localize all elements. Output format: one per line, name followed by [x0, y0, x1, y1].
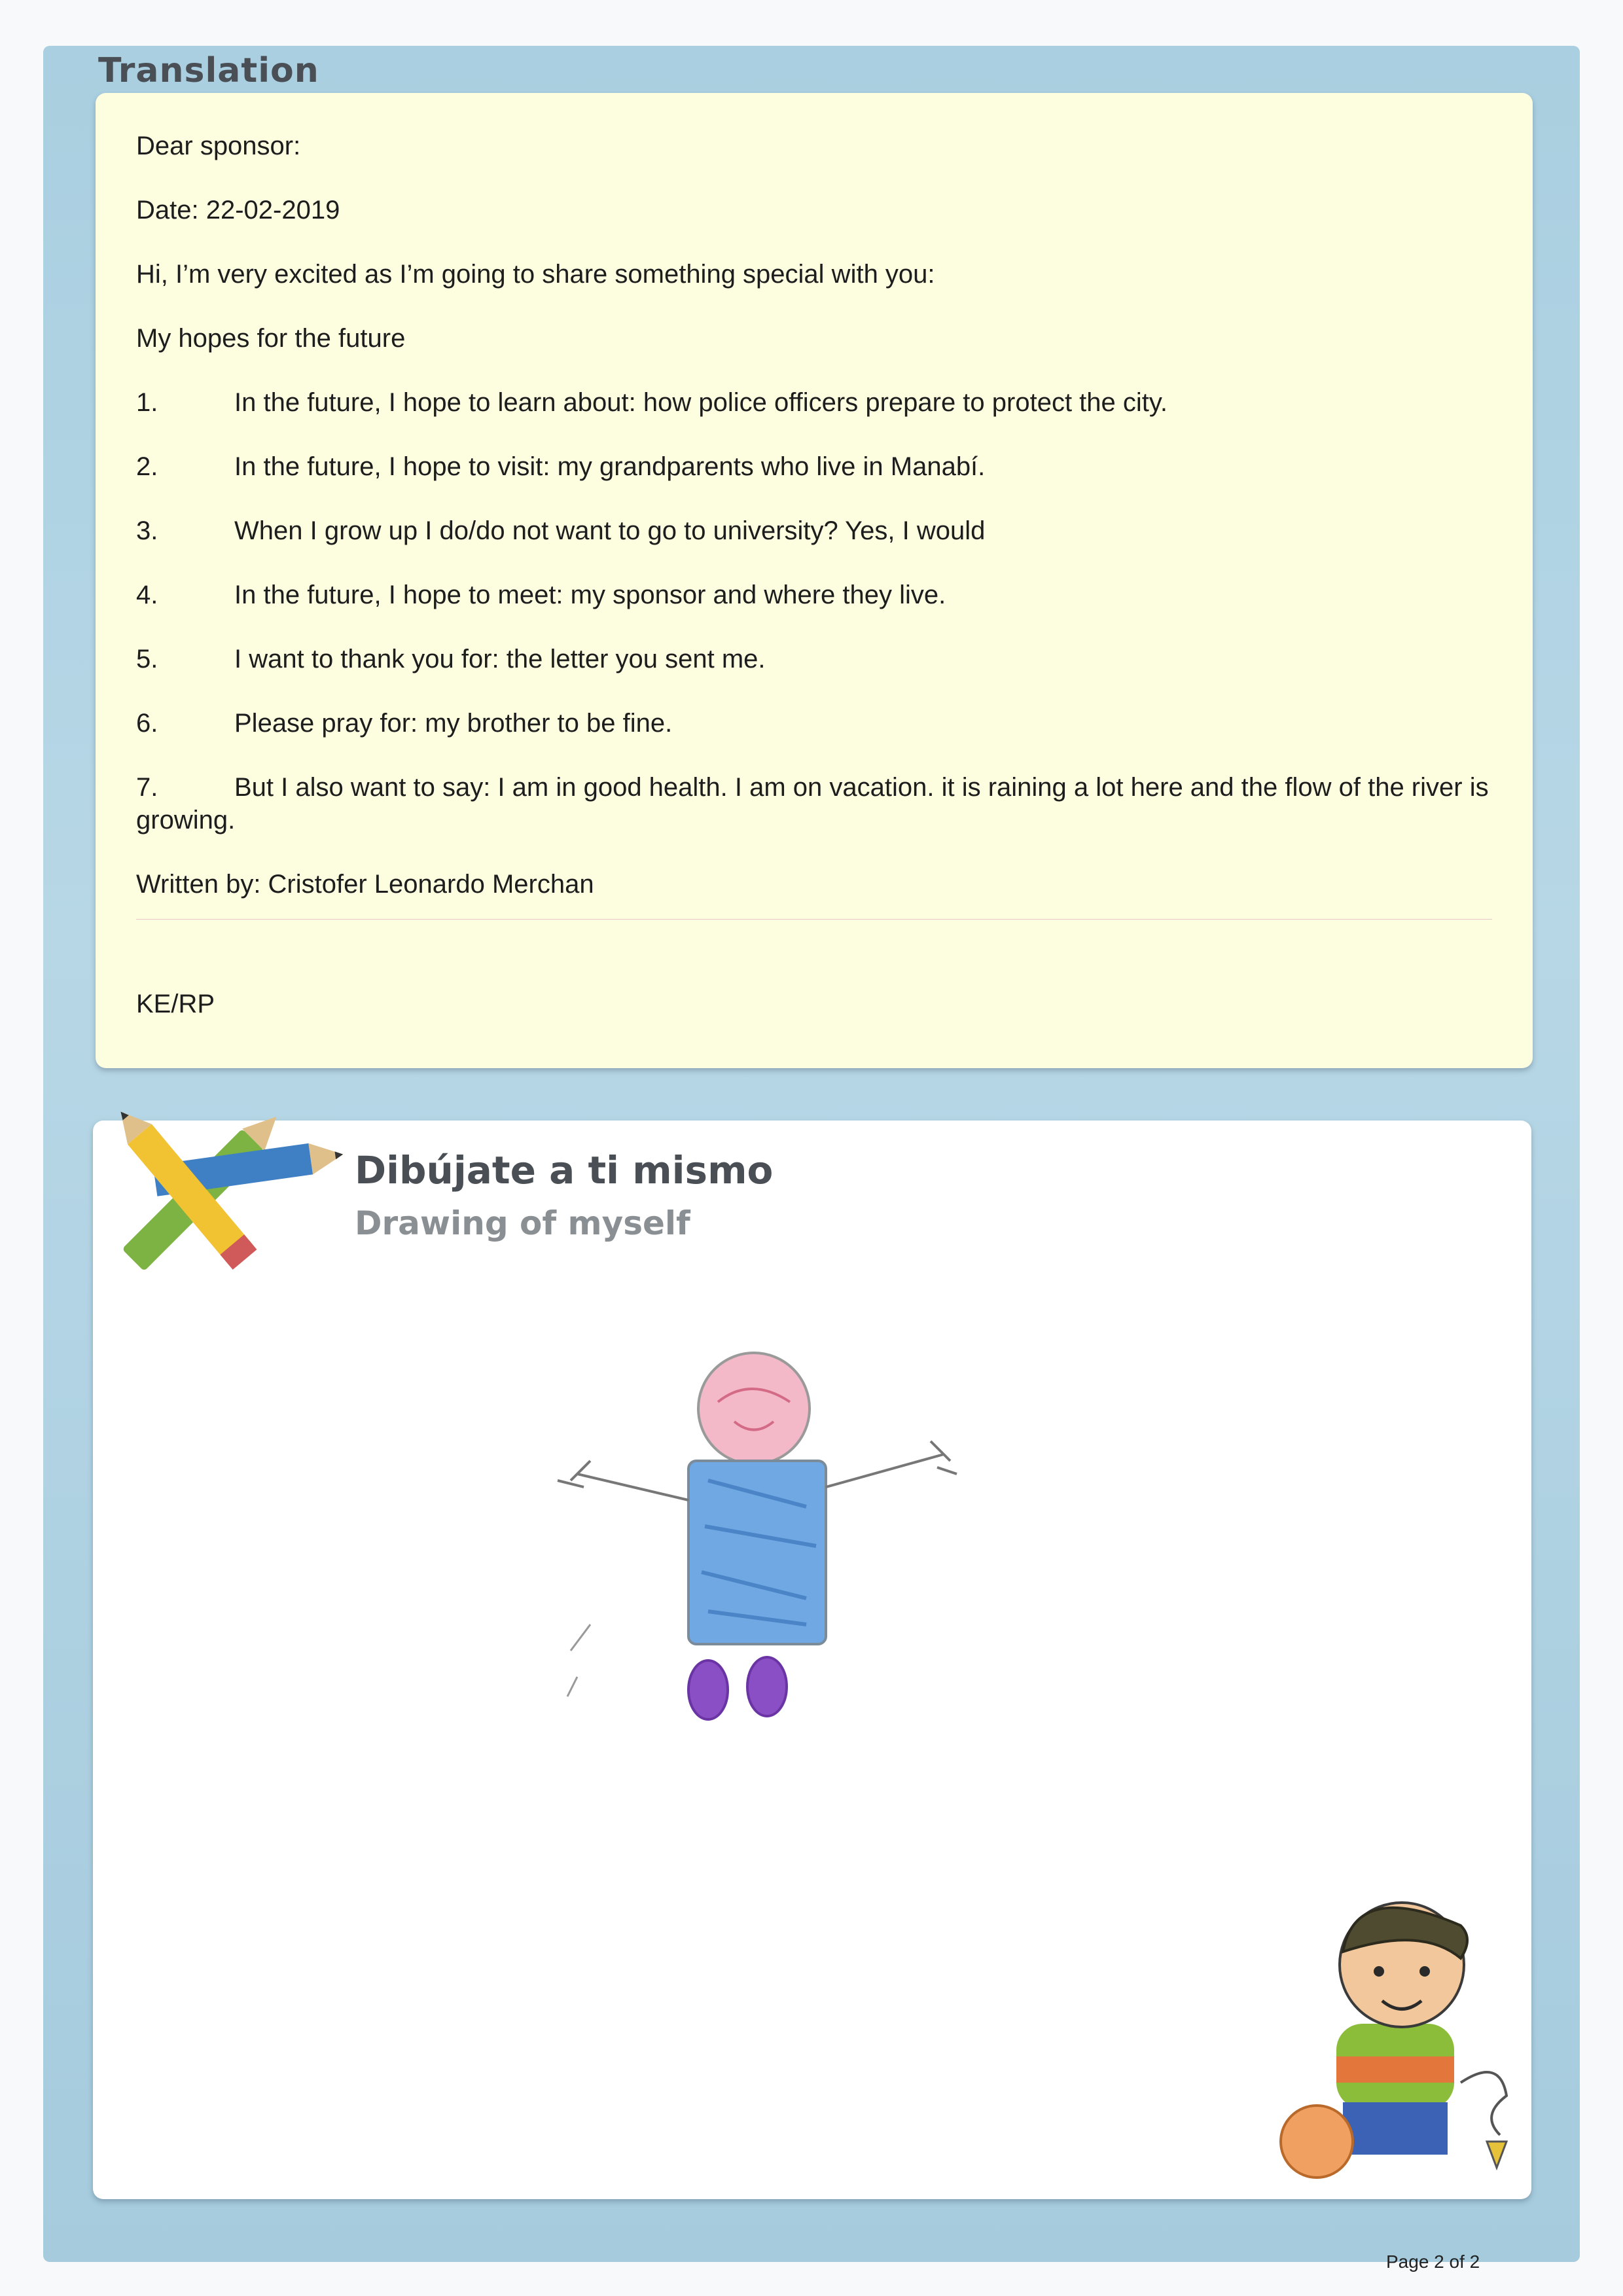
signature: Written by: Cristofer Leonardo Merchan: [136, 870, 594, 899]
translation-panel: [96, 93, 1533, 1068]
section-title: Translation: [98, 51, 319, 90]
list-item: [136, 579, 1491, 611]
list-item: [136, 450, 1491, 483]
item-text: But I also want to say: I am in good health. I am on vacation. it is raining a lot here and the flow of the river is growing.: [136, 773, 1489, 834]
list-item: [136, 386, 1491, 419]
pencils-illustration: [65, 1086, 340, 1296]
item-number: 1.: [136, 388, 158, 417]
letter-intro: Hi, I’m very excited as I’m going to share something special with you:: [136, 260, 935, 289]
letter-heading: My hopes for the future: [136, 324, 406, 353]
letter-date: Date: 22-02-2019: [136, 196, 340, 224]
item-number: 6.: [136, 709, 158, 738]
item-text: In the future, I hope to meet: my sponsor and where they live.: [234, 581, 946, 609]
item-text: In the future, I hope to visit: my grandparents who live in Manabí.: [234, 452, 986, 481]
list-item: [136, 771, 1491, 836]
item-text: I want to thank you for: the letter you sent me.: [234, 645, 766, 673]
item-number: 4.: [136, 581, 158, 609]
boy-illustration: [1271, 1893, 1520, 2174]
drawing-title: Dibújate a ti mismo: [355, 1148, 774, 1193]
salutation: Dear sponsor:: [136, 132, 301, 160]
child-drawing-illustration: [459, 1310, 983, 1768]
item-number: 5.: [136, 645, 158, 673]
list-item: [136, 514, 1491, 547]
divider: [136, 919, 1492, 920]
item-number: 7.: [136, 773, 158, 802]
letter-body: [136, 130, 1491, 932]
drawing-subtitle: Drawing of myself: [355, 1204, 690, 1242]
list-item: [136, 643, 1491, 675]
item-number: 3.: [136, 516, 158, 545]
item-text: Please pray for: my brother to be fine.: [234, 709, 673, 738]
item-text: In the future, I hope to learn about: how police officers prepare to protect the city.: [234, 388, 1168, 417]
list-item: [136, 707, 1491, 740]
translator-initials: KE/RP: [136, 990, 215, 1018]
item-text: When I grow up I do/do not want to go to university? Yes, I would: [234, 516, 986, 545]
item-number: 2.: [136, 452, 158, 481]
page-number: Page 2 of 2: [1386, 2251, 1480, 2272]
